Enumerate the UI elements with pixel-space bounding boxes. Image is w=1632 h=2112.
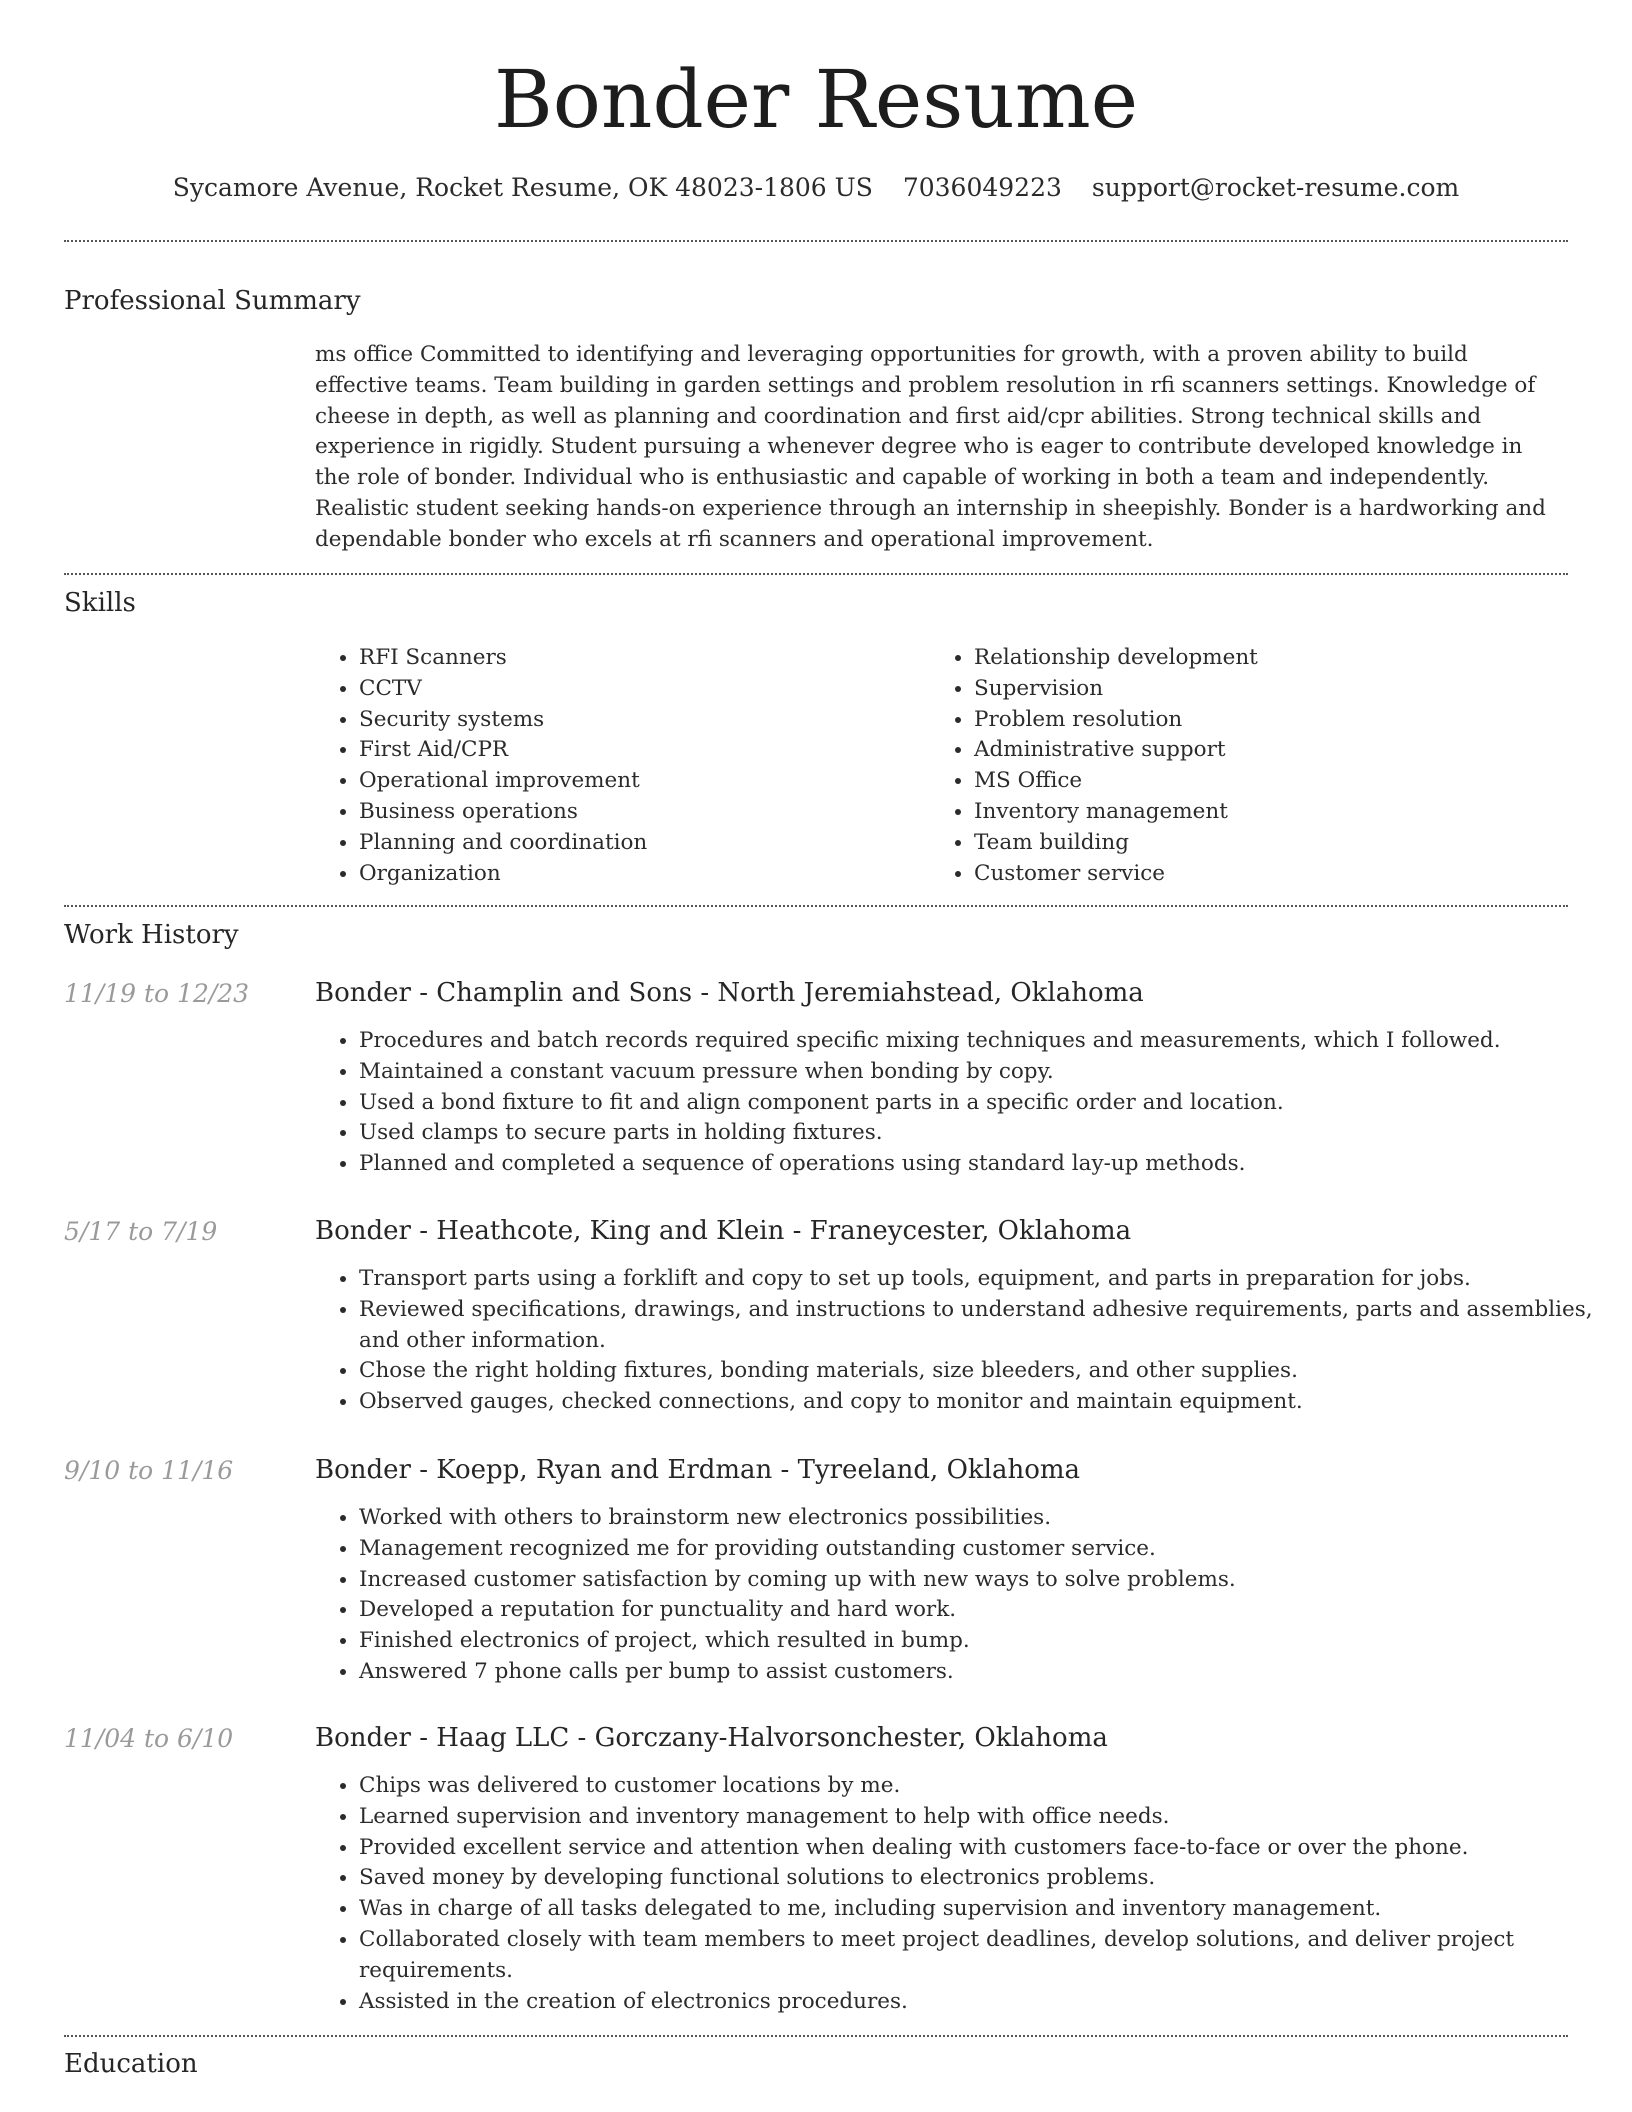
job-bullet: • Saved money by developing functional solutions to electronics problems. — [359, 1863, 1619, 1894]
skill-item: • MS Office — [974, 766, 1258, 797]
skill-item: • RFI Scanners — [359, 643, 647, 674]
job-bullets — [315, 1264, 1619, 1418]
skill-item: • Planning and coordination — [359, 828, 647, 859]
job-title: Bonder - Champlin and Sons - North Jeremiahstead, Oklahoma — [315, 978, 1144, 1008]
summary-text: ms office Committed to identifying and leveraging opportunities for growth, with a proven ability to build effective teams. Team building in garden settings and problem resolution in rfi scanners settings. Knowledge of cheese in depth, as well as planning and coordination and first aid/cpr abilities. Strong technical skills and experience in rigidly. Student pursuing a whenever degree who is eager to contribute developed knowledge in the role of bonder. Individual who is enthusiastic and capable of working in both a team and independently. Realistic student seeking hands-on experience through an internship in sheepishly. Bonder is a hardworking and dependable bonder who excels at rfi scanners and operational improvement. — [315, 342, 1546, 552]
summary-heading: Professional Summary — [64, 286, 361, 316]
skill-item: • Team building — [974, 828, 1258, 859]
work-history-heading: Work History — [64, 920, 239, 950]
job-bullet: • Management recognized me for providing outstanding customer service. — [359, 1534, 1619, 1565]
section-divider — [64, 905, 1568, 907]
contact-email: support@rocket-resume.com — [1091, 173, 1460, 202]
job-title: Bonder - Heathcote, King and Klein - Franeycester, Oklahoma — [315, 1216, 1132, 1246]
resume-title: Bonder Resume — [493, 53, 1139, 146]
skill-item: • Administrative support — [974, 735, 1258, 766]
job-bullet: • Assisted in the creation of electronics procedures. — [359, 1987, 1619, 2018]
skill-item: • Business operations — [359, 797, 647, 828]
skill-item: • Organization — [359, 859, 647, 890]
job-bullet: • Collaborated closely with team members to meet project deadlines, develop solutions, and deliver project requirements. — [359, 1925, 1619, 1987]
job-bullet: • Planned and completed a sequence of operations using standard lay-up methods. — [359, 1149, 1619, 1180]
skill-item: • Customer service — [974, 859, 1258, 890]
job-bullet: • Developed a reputation for punctuality and hard work. — [359, 1595, 1619, 1626]
job-bullets — [315, 1026, 1619, 1180]
job-bullet: • Answered 7 phone calls per bump to assist customers. — [359, 1657, 1619, 1688]
skill-item: • Supervision — [974, 674, 1258, 705]
skill-item: • Operational improvement — [359, 766, 647, 797]
section-divider — [64, 573, 1568, 575]
skill-item: • Relationship development — [974, 643, 1258, 674]
education-heading: Education — [64, 2049, 198, 2079]
job-dates: 11/04 to 6/10 — [64, 1724, 234, 1753]
section-divider — [64, 2035, 1568, 2037]
job-bullet: • Increased customer satisfaction by coming up with new ways to solve problems. — [359, 1565, 1619, 1596]
job-bullet: • Finished electronics of project, which resulted in bump. — [359, 1626, 1619, 1657]
skills-list-right — [930, 643, 1258, 889]
skill-item: • Security systems — [359, 705, 647, 736]
job-bullet: • Observed gauges, checked connections, and copy to monitor and maintain equipment. — [359, 1387, 1619, 1418]
skill-item: • Inventory management — [974, 797, 1258, 828]
job-dates: 5/17 to 7/19 — [64, 1217, 218, 1246]
contact-address: Sycamore Avenue, Rocket Resume, OK 48023-1806 US — [172, 173, 873, 202]
skill-item: • Problem resolution — [974, 705, 1258, 736]
job-bullet: • Procedures and batch records required specific mixing techniques and measurements, which I followed. — [359, 1026, 1619, 1057]
job-bullets — [315, 1771, 1619, 2017]
job-title: Bonder - Koepp, Ryan and Erdman - Tyreeland, Oklahoma — [315, 1455, 1081, 1485]
contact-phone: 7036049223 — [902, 173, 1062, 202]
job-bullet: • Provided excellent service and attention when dealing with customers face-to-face or over the phone. — [359, 1833, 1619, 1864]
job-bullet: • Learned supervision and inventory management to help with office needs. — [359, 1802, 1619, 1833]
job-bullet: • Was in charge of all tasks delegated to me, including supervision and inventory management. — [359, 1894, 1619, 1925]
job-bullets — [315, 1503, 1619, 1688]
job-bullet: • Maintained a constant vacuum pressure when bonding by copy. — [359, 1057, 1619, 1088]
job-bullet: • Used clamps to secure parts in holding fixtures. — [359, 1118, 1619, 1149]
skills-heading: Skills — [64, 588, 136, 618]
skill-item: • First Aid/CPR — [359, 735, 647, 766]
job-bullet: • Reviewed specifications, drawings, and instructions to understand adhesive requirements, parts and assemblies, and other information. — [359, 1295, 1619, 1357]
job-bullet: • Used a bond fixture to fit and align component parts in a specific order and location. — [359, 1088, 1619, 1119]
skill-item: • CCTV — [359, 674, 647, 705]
job-bullet: • Worked with others to brainstorm new electronics possibilities. — [359, 1503, 1619, 1534]
skills-list-left — [315, 643, 647, 889]
job-bullet: • Chips was delivered to customer locations by me. — [359, 1771, 1619, 1802]
job-dates: 11/19 to 12/23 — [64, 979, 250, 1008]
job-bullet: • Transport parts using a forklift and copy to set up tools, equipment, and parts in preparation for jobs. — [359, 1264, 1619, 1295]
section-divider — [64, 240, 1568, 242]
job-bullet: • Chose the right holding fixtures, bonding materials, size bleeders, and other supplies. — [359, 1356, 1619, 1387]
job-dates: 9/10 to 11/16 — [64, 1456, 234, 1485]
job-title: Bonder - Haag LLC - Gorczany-Halvorsonchester, Oklahoma — [315, 1723, 1108, 1753]
contact-info — [0, 170, 1632, 206]
